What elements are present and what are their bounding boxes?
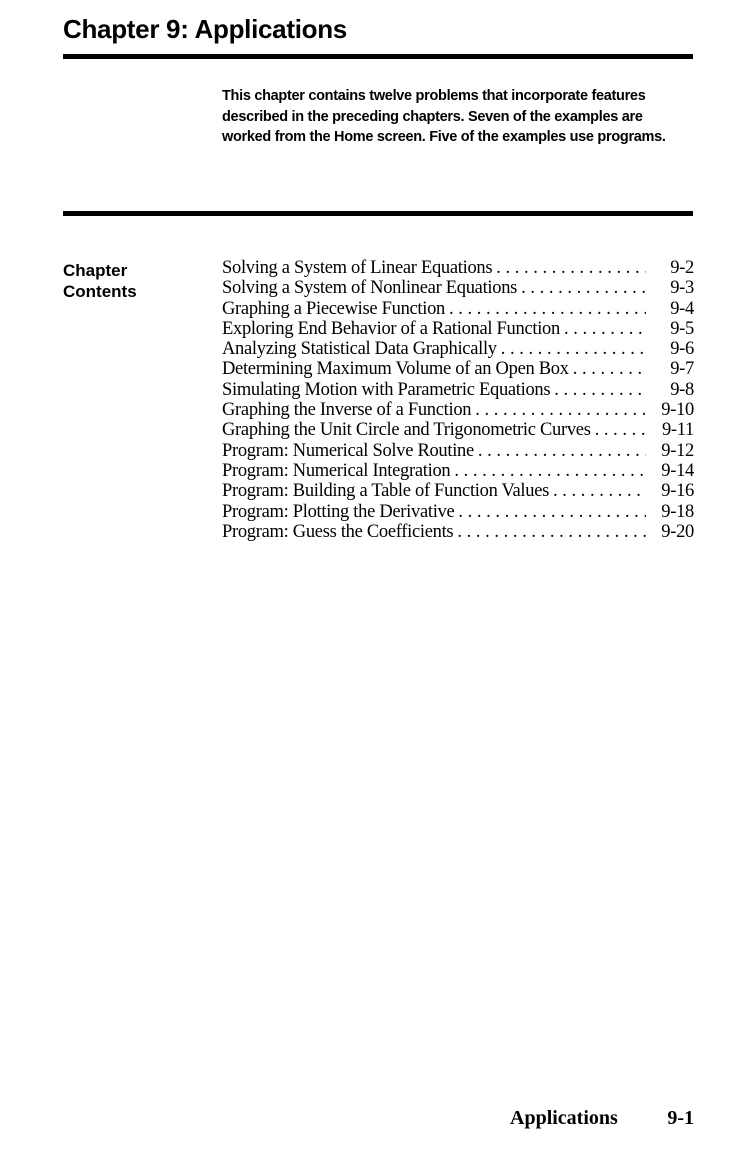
chapter-intro: This chapter contains twelve problems that incorporate features described in the preceding chapters. Seven of the examples are worked from the Home screen. Five of the examples use programs.: [222, 88, 666, 145]
toc-entry-title: Program: Guess the Coefficients: [222, 521, 454, 542]
toc-entry[interactable]: [222, 441, 694, 461]
footer-section-title: Applications: [510, 1107, 618, 1129]
toc-entry[interactable]: [222, 481, 694, 501]
toc-entry[interactable]: [222, 278, 694, 298]
middle-divider: [63, 211, 693, 216]
chapter-contents-label: [63, 260, 137, 302]
toc-entry[interactable]: [222, 319, 694, 339]
dot-leader: [454, 461, 646, 481]
dot-leader: [475, 400, 646, 420]
toc-entry-page: 9-11: [661, 420, 694, 441]
toc-entry-title: Program: Numerical Solve Routine: [222, 440, 474, 461]
toc-entry-page: 9-14: [661, 460, 694, 481]
toc-entry-title: Program: Building a Table of Function Values: [222, 481, 550, 502]
toc-entry[interactable]: [222, 299, 694, 319]
chapter-title: Chapter 9: Applications: [63, 14, 347, 44]
toc-entry-page: 9-16: [661, 481, 694, 502]
page-footer: [510, 1107, 694, 1130]
toc-entry[interactable]: [222, 380, 694, 400]
toc-entry[interactable]: [222, 420, 694, 440]
toc-entry-page: 9-18: [661, 501, 694, 522]
toc-entry-page: 9-10: [661, 400, 694, 421]
contents-label-line2: Contents: [63, 282, 137, 301]
toc-entry-title: Analyzing Statistical Data Graphically: [222, 339, 497, 360]
dot-leader: [457, 522, 646, 542]
toc-entry-page: 9-4: [670, 298, 694, 319]
toc-entry-page: 9-20: [661, 521, 694, 542]
table-of-contents: [222, 258, 694, 542]
top-divider: [63, 54, 693, 59]
toc-entry-title: Determining Maximum Volume of an Open Box: [222, 359, 569, 380]
toc-entry-title: Program: Numerical Integration: [222, 460, 451, 481]
dot-leader: [521, 278, 646, 298]
dot-leader: [573, 359, 646, 379]
dot-leader: [496, 258, 646, 278]
toc-entry[interactable]: [222, 359, 694, 379]
toc-entry-title: Program: Plotting the Derivative: [222, 501, 455, 522]
dot-leader: [564, 319, 646, 339]
dot-leader: [553, 481, 646, 501]
toc-entry-page: 9-5: [670, 318, 694, 339]
toc-entry[interactable]: [222, 400, 694, 420]
toc-entry[interactable]: [222, 461, 694, 481]
dot-leader: [501, 339, 646, 359]
toc-entry-title: Exploring End Behavior of a Rational Function: [222, 318, 560, 339]
toc-entry-page: 9-6: [670, 339, 694, 360]
toc-entry-title: Solving a System of Nonlinear Equations: [222, 278, 518, 299]
toc-entry-title: Graphing a Piecewise Function: [222, 298, 446, 319]
toc-entry[interactable]: [222, 502, 694, 522]
dot-leader: [458, 502, 646, 522]
toc-entry-title: Graphing the Unit Circle and Trigonometric Curves: [222, 420, 591, 441]
toc-entry-page: 9-2: [670, 258, 694, 278]
dot-leader: [478, 441, 646, 461]
toc-entry-title: Solving a System of Linear Equations: [222, 258, 493, 278]
toc-entry-page: 9-8: [670, 379, 694, 400]
toc-entry[interactable]: [222, 522, 694, 542]
toc-entry-title: Simulating Motion with Parametric Equations: [222, 379, 551, 400]
dot-leader: [449, 299, 646, 319]
footer-page-number: 9-1: [667, 1107, 694, 1129]
toc-entry-title: Graphing the Inverse of a Function: [222, 400, 472, 421]
dot-leader: [595, 420, 646, 440]
toc-entry-page: 9-12: [661, 440, 694, 461]
contents-label-line1: Chapter: [63, 261, 128, 280]
toc-entry[interactable]: [222, 339, 694, 359]
toc-entry-page: 9-7: [670, 359, 694, 380]
dot-leader: [554, 380, 646, 400]
toc-entry-page: 9-3: [670, 278, 694, 299]
toc-entry[interactable]: [222, 258, 694, 278]
